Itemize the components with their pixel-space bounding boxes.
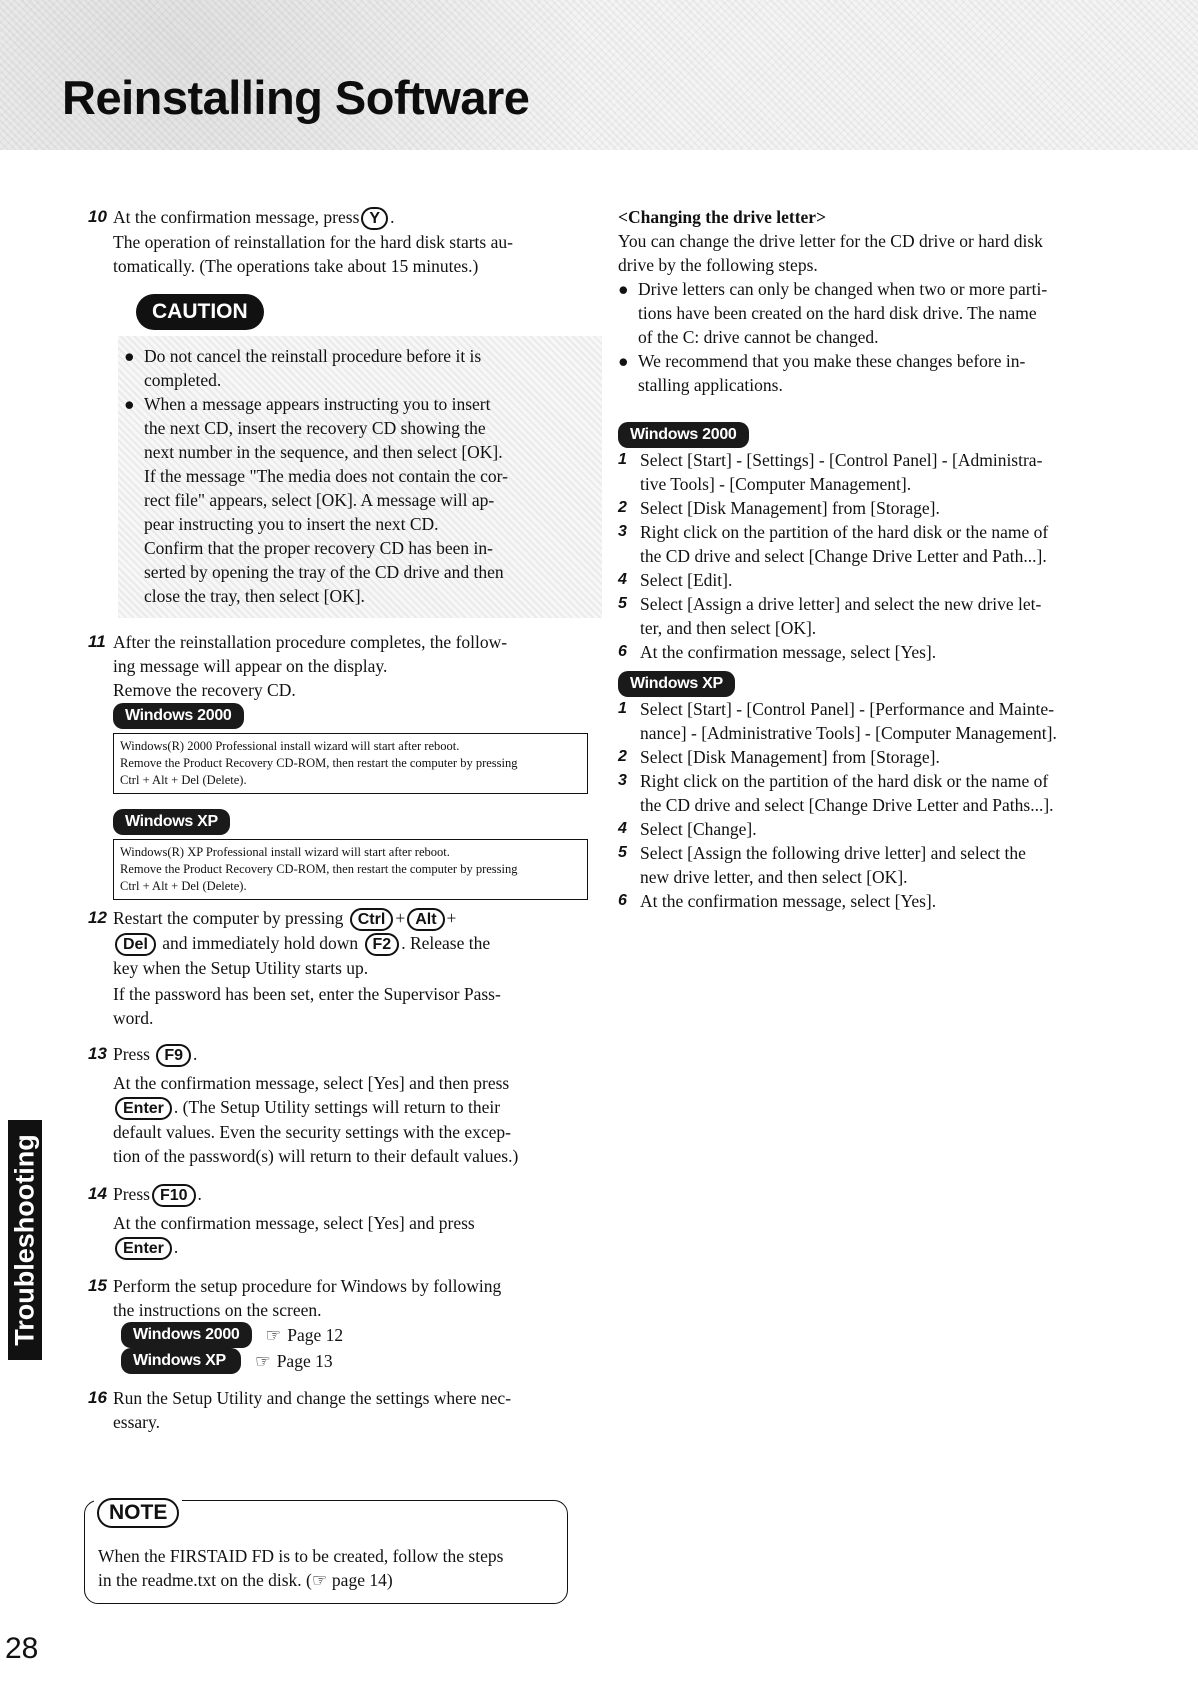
bullet-icon: ●	[618, 351, 629, 371]
windows-2000-badge: Windows 2000	[618, 422, 749, 448]
alt-key: Alt	[407, 908, 444, 931]
note-text: When the FIRSTAID FD is to be created, follow the steps in the readme.txt on the disk. (☞ page 14)	[98, 1546, 504, 1590]
windows-2000-badge: Windows 2000	[121, 1322, 252, 1348]
pointing-hand-icon: ☞	[311, 1570, 332, 1590]
step-number: 12	[88, 908, 107, 927]
right-column: <Changing the drive letter> You can change the drive letter for the CD drive or hard disk drive by the following steps. ● Drive letters can only be changed when two or more parti- tions have been created on the hard disk drive. The name of the C: drive cannot be changed. ● We recommend that you make these changes before in- stalling applications. Windows 2000 1 Select [Start] - [Settings] - [Control Panel] - [Administra- tive Tools] - [Computer Management]. 2 Select [Disk Management] from [Storage]. 3 Right click on the partition of the hard disk or the name of the CD drive and select [Change Drive Letter and Path...]. 4 Select [Edit]. 5 Select [Assign a drive letter] and select the new drive let- ter, and then select [OK]. 6 At the confirmation message, select [Yes]. Windows XP 1 Select [Start] - [Control Panel] - [Performance and Mainte- nance] - [Administrative Tools] - [Computer Management]. 2 Select [Disk Management] from [Storage]. 3 Right click on the partition of the hard disk or the name of the CD drive and select [Change Drive Letter and Paths...]. 4 Select [Change]. 5 Select [Assign the following drive letter] and select the new drive letter, and then select [OK]. 6 At the confirmation message, select [Yes].	[618, 205, 1118, 913]
windows-xp-message-box: Windows(R) XP Professional install wizard will start after reboot. Remove the Product Recovery CD-ROM, then restart the computer by pressing Ctrl + Alt + Del (Delete).	[113, 839, 588, 900]
caution-box	[118, 336, 602, 618]
page-number: 28	[5, 1632, 39, 1665]
caution-section	[136, 294, 588, 330]
step-number: 14	[88, 1184, 107, 1203]
caution-label: CAUTION	[136, 294, 264, 330]
step-14: 14 Press F10 . At the confirmation message, select [Yes] and press Enter .	[88, 1182, 588, 1260]
windows-xp-badge: Windows XP	[618, 671, 735, 697]
step-16: 16 Run the Setup Utility and change the settings where nec- essary.	[88, 1388, 512, 1432]
windows-2000-badge: Windows 2000	[113, 703, 244, 729]
caution-bullet: ● Do not cancel the reinstall procedure before it is completed.	[124, 346, 482, 390]
info-bullet: ● We recommend that you make these changes before in- stalling applications.	[618, 351, 1026, 395]
section-side-tab: Troubleshooting	[8, 1120, 42, 1360]
windows-2000-page-ref: Windows 2000 ☞ Page 12	[121, 1322, 588, 1348]
bullet-icon: ●	[124, 394, 135, 414]
windows-xp-page-ref: Windows XP ☞ Page 13	[121, 1348, 588, 1374]
f10-key: F10	[152, 1184, 196, 1207]
del-key: Del	[115, 933, 156, 956]
bullet-icon: ●	[618, 279, 629, 299]
enter-key: Enter	[115, 1237, 172, 1260]
left-column	[88, 205, 588, 1434]
step-10: 10 At the confirmation message, press Y . The operation of reinstallation for the hard disk starts au- tomatically. (The operations take about 15 minutes.)	[88, 207, 513, 276]
note-label: NOTE	[94, 1498, 182, 1528]
page-title: Reinstalling Software	[62, 71, 530, 124]
windows-2000-section: Windows 2000 1 Select [Start] - [Settings] - [Control Panel] - [Administra- tive Tools] - [Computer Management]. 2 Select [Disk Management] from [Storage]. 3 Right click on the partition of the hard disk or the name of the CD drive and select [Change Drive Letter and Path...]. 4 Select [Edit]. 5 Select [Assign a drive letter] and select the new drive let- ter, and then select [OK]. 6 At the confirmation message, select [Yes].	[618, 421, 1118, 664]
step-number: 10	[88, 207, 107, 226]
windows-xp-badge: Windows XP	[113, 809, 230, 835]
windows-xp-badge: Windows XP	[121, 1348, 241, 1374]
step-13: 13 Press F9 . At the confirmation message, select [Yes] and then press Enter . (The Setup Utility settings will return to their default values. Even the security settings with the excep- tion of the password(s) will return to their default values.)	[88, 1044, 519, 1166]
windows-2000-message-box: Windows(R) 2000 Professional install wizard will start after reboot. Remove the Product Recovery CD-ROM, then restart the computer by pressing Ctrl + Alt + Del (Delete).	[113, 733, 588, 794]
ctrl-key: Ctrl	[350, 908, 394, 931]
step-number: 15	[88, 1276, 107, 1295]
pointing-hand-icon: ☞	[255, 1351, 271, 1371]
caution-bullet: ● When a message appears instructing you to insert the next CD, insert the recovery CD showing the next number in the sequence, and then select [OK]. If the message "The media does not contain the cor- rect file" appears, select [OK]. A message will ap- pear instructing you to insert the next CD. Confirm that the proper recovery CD has been in- serted by opening the tray of the CD drive and then close the tray, then select [OK].	[124, 394, 508, 606]
windows-xp-section: Windows XP 1 Select [Start] - [Control Panel] - [Performance and Mainte- nance] - [Administrative Tools] - [Computer Management]. 2 Select [Disk Management] from [Storage]. 3 Right click on the partition of the hard disk or the name of the CD drive and select [Change Drive Letter and Paths...]. 4 Select [Change]. 5 Select [Assign the following drive letter] and select the new drive letter, and then select [OK]. 6 At the confirmation message, select [Yes].	[618, 670, 1118, 913]
step-15: 15 Perform the setup procedure for Windows by following the instructions on the screen. Windows 2000 ☞ Page 12 Windows XP ☞ Page 13	[88, 1274, 588, 1374]
step-12: 12 Restart the computer by pressing Ctrl + Alt + Del and immediately hold down F2 . Release the key when the Setup Utility starts up. If the password has been set, enter the Supervisor Pass- word.	[88, 908, 501, 1028]
section-heading: <Changing the drive letter>	[618, 207, 827, 227]
step-number: 13	[88, 1044, 107, 1063]
step-number: 11	[88, 632, 106, 651]
info-bullet: ● Drive letters can only be changed when two or more parti- tions have been created on the hard disk drive. The name of the C: drive cannot be changed.	[618, 279, 1048, 347]
f9-key: F9	[156, 1044, 191, 1067]
f2-key: F2	[365, 933, 400, 956]
y-key: Y	[361, 207, 388, 230]
step-number: 16	[88, 1388, 107, 1407]
bullet-icon: ●	[124, 346, 135, 366]
enter-key: Enter	[115, 1097, 172, 1120]
step-11: 11 After the reinstallation procedure completes, the follow- ing message will appear on the display. Remove the recovery CD. Windows 2000 Windows(R) 2000 Professional install wizard will start after reboot. Remove the Product Recovery CD-ROM, then restart the computer by pressing Ctrl + Alt + Del (Delete). Windows XP Windows(R) XP Professional install wizard will start after reboot. Remove the Product Recovery CD-ROM, then restart the computer by pressing Ctrl + Alt + Del (Delete).	[88, 630, 588, 900]
page-header	[0, 0, 1198, 150]
pointing-hand-icon: ☞	[265, 1325, 282, 1345]
